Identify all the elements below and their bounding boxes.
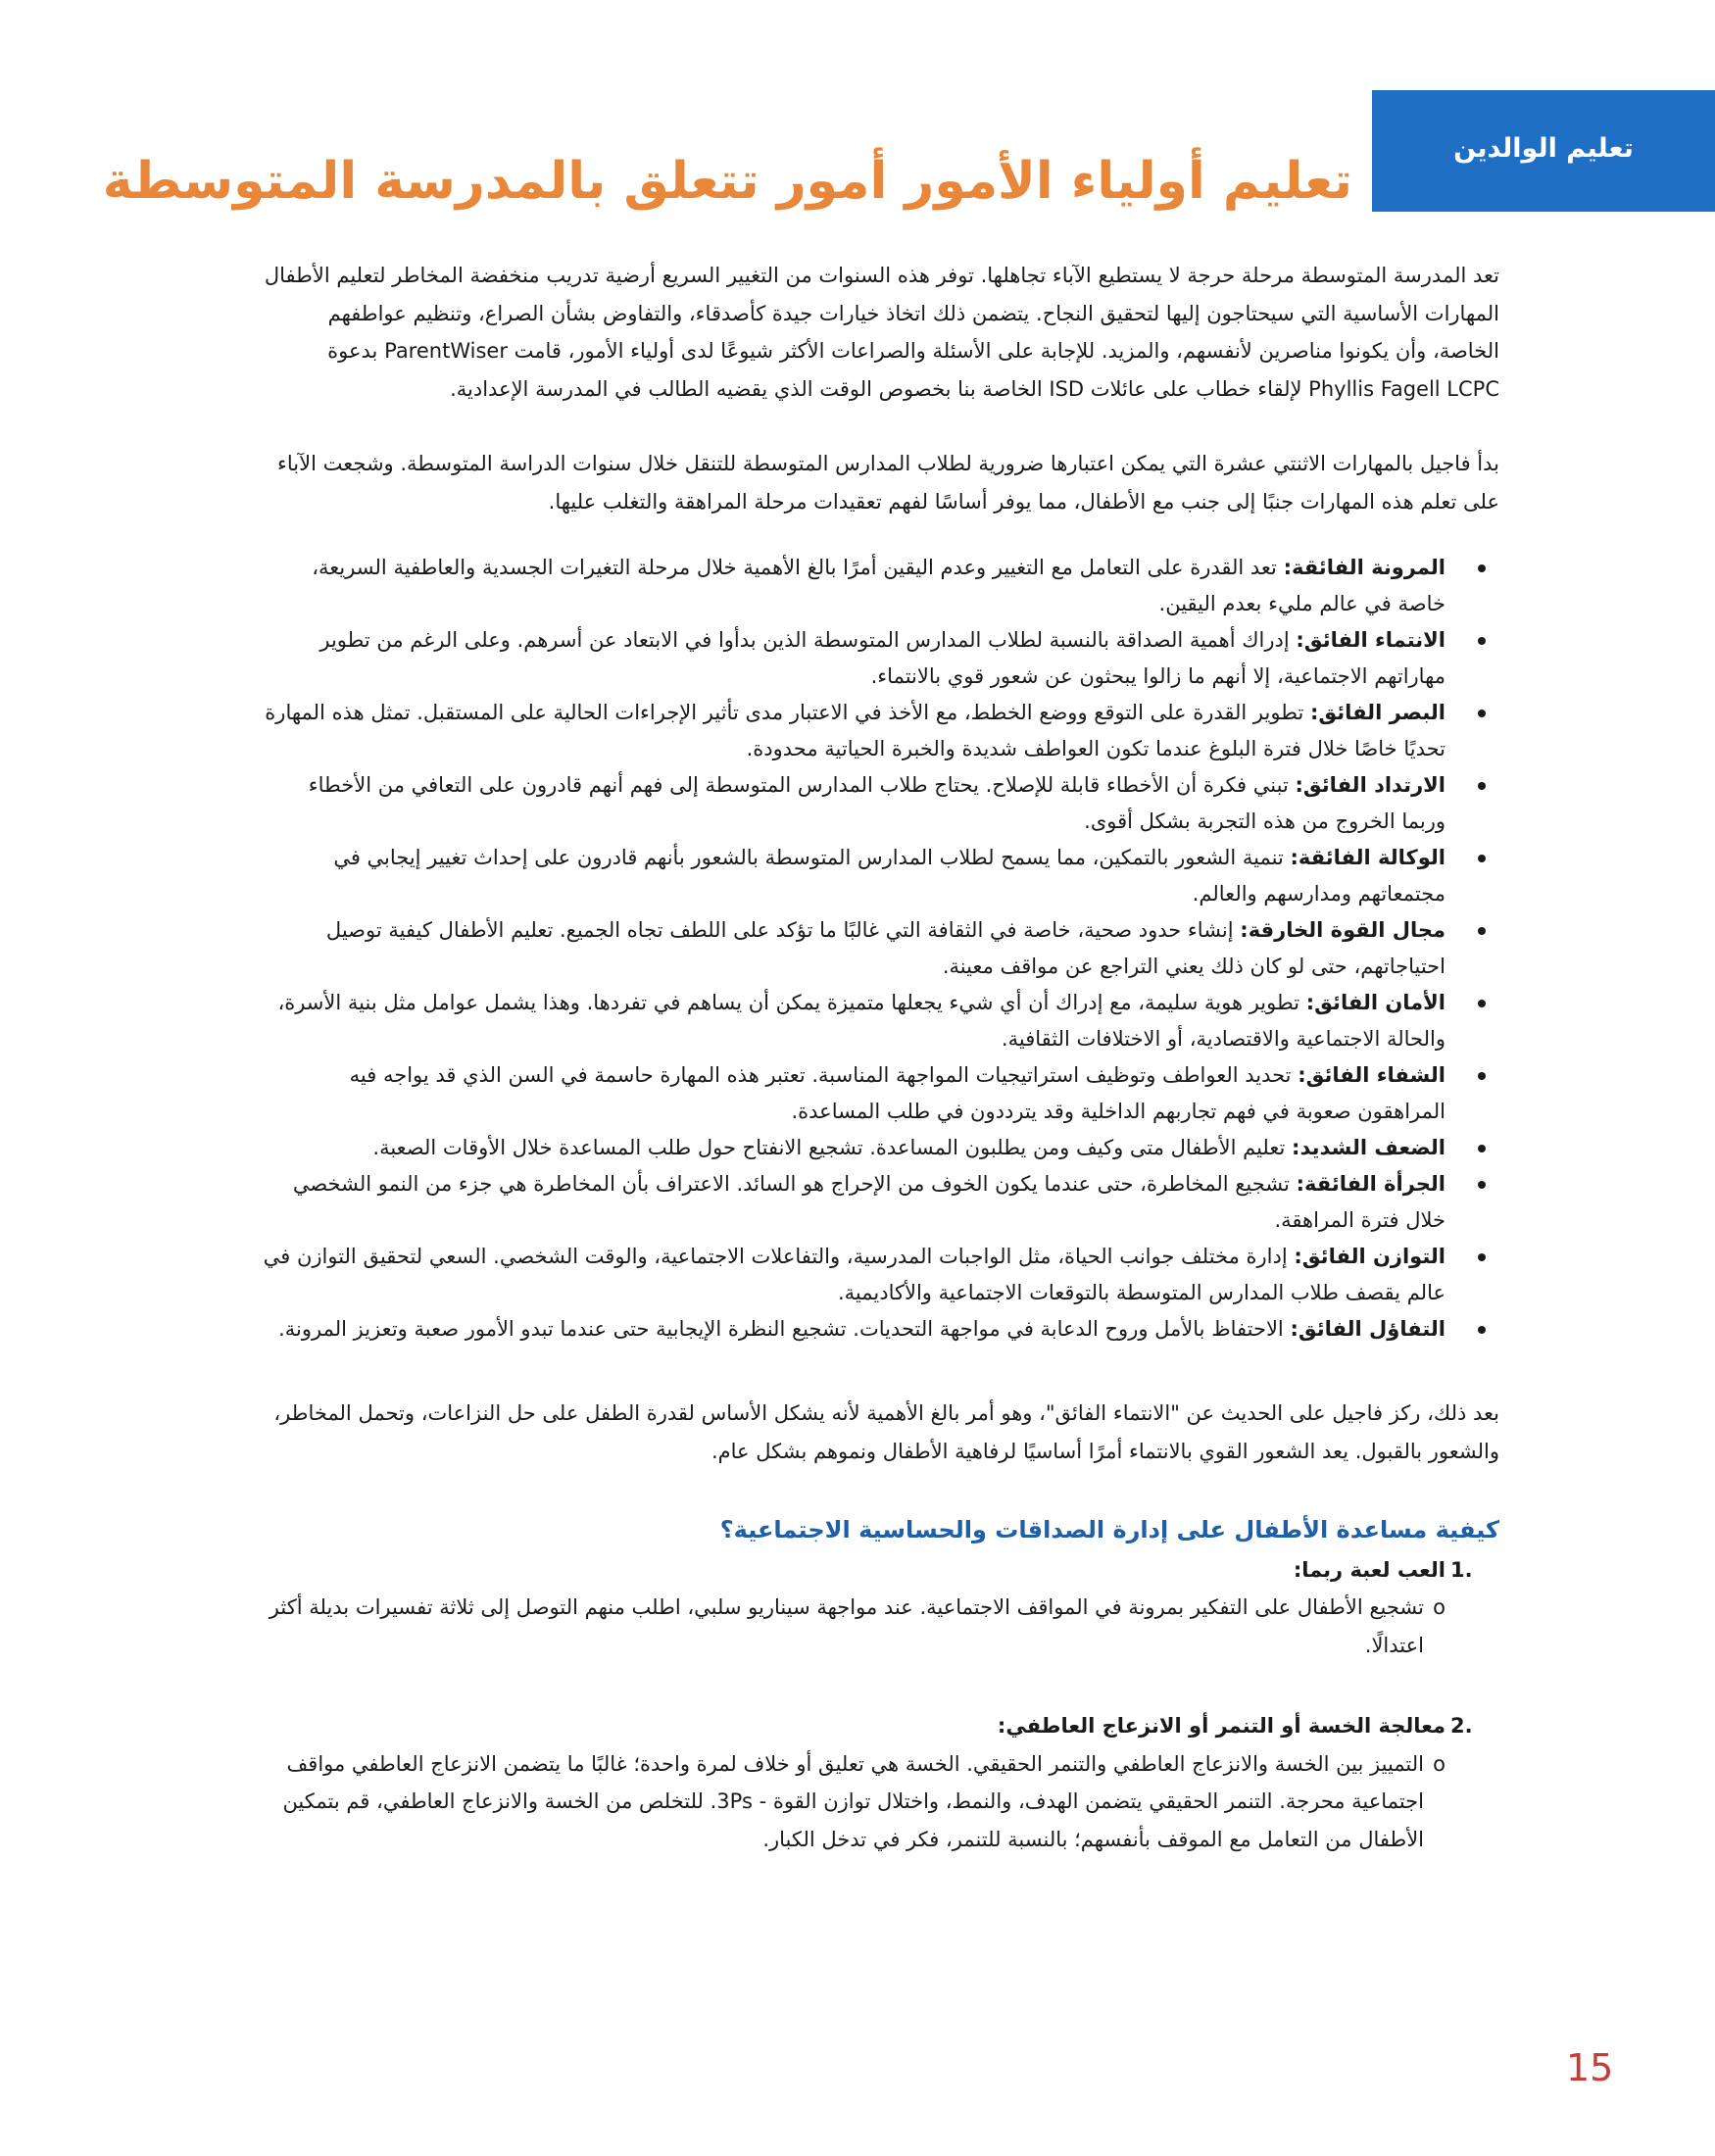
step-item	[260, 1551, 1499, 1665]
step-number: 2.	[1450, 1714, 1473, 1738]
skill-term: البصر الفائق:	[1309, 701, 1446, 724]
paragraph-spacer	[260, 408, 1499, 445]
skill-text: إدارة مختلف جوانب الحياة، مثل الواجبات المدرسية، والتفاعلات الاجتماعية، والوقت الشخصي. السعي لتحقيق التوازن في عالم يقصف طلاب المدارس المتوسطة بالتوقعات الاجتماعية والأكاديمية.	[263, 1245, 1446, 1304]
steps-list	[260, 1551, 1499, 1859]
list-item	[260, 1130, 1499, 1166]
list-item	[260, 912, 1499, 985]
skill-text: تطوير هوية سليمة، مع إدراك أن أي شيء يجعلها متميزة يمكن أن يساهم في تفردها. وهذا يشمل عوامل مثل بنية الأسرة، والحالة الاجتماعية والاقتصادية، أو الاختلافات الثقافية.	[277, 991, 1446, 1051]
list-item	[260, 1057, 1499, 1130]
skill-term: الشفاء الفائق:	[1298, 1063, 1446, 1087]
skill-term: التوازن الفائق:	[1294, 1245, 1446, 1268]
skill-text: تبني فكرة أن الأخطاء قابلة للإصلاح. يحتاج طلاب المدارس المتوسطة إلى فهم أنهم قادرون على التعافي من الأخطاء وربما الخروج من هذه التجربة بشكل أقوى.	[308, 773, 1446, 833]
page-number: 15	[1566, 2046, 1614, 2089]
list-item	[260, 840, 1499, 912]
closing-paragraph: بعد ذلك، ركز فاجيل على الحديث عن "الانتماء الفائق"، وهو أمر بالغ الأهمية لأنه يشكل الأساس لقدرة الطفل على حل النزاعات، وتحمل المخاطر، والشعور بالقبول. يعد الشعور القوي بالانتماء أمرًا أساسيًا لرفاهية الأطفال ونموهم بشكل عام.	[273, 1401, 1499, 1463]
intro-paragraph-1: تعد المدرسة المتوسطة مرحلة حرجة لا يستطيع الآباء تجاهلها. توفر هذه السنوات من التغيير السريع أرضية تدريب منخفضة المخاطر لتعليم الأطفال المهارات الأساسية التي سيحتاجون إليها لتحقيق النجاح. يتضمن ذلك اتخاذ خيارات جيدة كأصدقاء، والتفاوض بشأن الصراع، وتنظيم عواطفهم الخاصة، وأن يكونوا مناصرين لأنفسهم، والمزيد. للإجابة على الأسئلة والصراعات الأكثر شيوعًا لدى أولياء الأمور، قامت ParentWiser بدعوة Phyllis Fagell LCPC لإلقاء خطاب على عائلات ISD الخاصة بنا بخصوص الوقت الذي يقضيه الطالب في المدرسة الإعدادية.	[264, 264, 1499, 401]
bullet-icon	[1478, 1000, 1486, 1007]
skill-term: التفاؤل الفائق:	[1290, 1317, 1446, 1341]
skill-text: تعليم الأطفال متى وكيف ومن يطلبون المساعدة. تشجيع الانفتاح حول طلب المساعدة خلال الأوقات الصعبة.	[372, 1136, 1293, 1159]
list-item	[260, 550, 1499, 622]
step-body	[260, 1589, 1446, 1664]
skill-term: المرونة الفائقة:	[1283, 556, 1446, 579]
skill-term: الارتداد الفائق:	[1295, 773, 1446, 797]
skill-text: تنمية الشعور بالتمكين، مما يسمح لطلاب المدارس المتوسطة بالشعور بأنهم قادرون على إحداث تغيير إيجابي في مجتمعاتهم ومدارسهم والعالم.	[333, 846, 1446, 906]
skill-text: تعد القدرة على التعامل مع التغيير وعدم اليقين أمرًا بالغ الأهمية خلال مرحلة التغيرات الجسدية والعاطفية السريعة، خاصة في عالم مليء بعدم اليقين.	[312, 556, 1446, 615]
skill-term: الانتماء الفائق:	[1296, 628, 1446, 652]
bullet-icon	[1478, 855, 1486, 862]
section-heading: كيفية مساعدة الأطفال على إدارة الصداقات والحساسية الاجتماعية؟	[719, 1516, 1499, 1544]
list-item	[260, 767, 1499, 840]
section-label: تعليم الوالدين	[1453, 133, 1634, 164]
bullet-icon	[1478, 1253, 1486, 1261]
skill-text: تحديد العواطف وتوظيف استراتيجيات المواجهة المناسبة. تعتبر هذه المهارة حاسمة في السن الذي قد يواجه فيه المراهقون صعوبة في فهم تجاربهم الداخلية وقد يترددون في طلب المساعدة.	[349, 1063, 1446, 1123]
sub-bullet-icon: o	[1433, 1751, 1446, 1776]
sub-bullet-icon: o	[1433, 1595, 1446, 1619]
skill-term: الضعف الشديد:	[1292, 1136, 1446, 1159]
skill-term: مجال القوة الخارقة:	[1240, 918, 1446, 942]
article-body	[260, 257, 1499, 1858]
list-item	[260, 695, 1499, 767]
intro-paragraph-2: بدأ فاجيل بالمهارات الاثنتي عشرة التي يمكن اعتبارها ضرورية لطلاب المدارس المتوسطة للتنقل خلال سنوات الدراسة المتوسطة. وشجعت الآباء على تعلم هذه المهارات جنبًا إلى جنب مع الأطفال، مما يوفر أساسًا لفهم تعقيدات مرحلة المراهقة والتغلب عليها.	[277, 452, 1499, 514]
bullet-icon	[1478, 927, 1486, 935]
skill-text: الاحتفاظ بالأمل وروح الدعابة في مواجهة التحديات. تشجيع النظرة الإيجابية حتى عندما تبدو الأمور صعبة وتعزيز المرونة.	[278, 1317, 1291, 1341]
skill-text: تشجيع المخاطرة، حتى عندما يكون الخوف من الإحراج هو السائد. الاعتراف بأن المخاطرة هي جزء من النمو الشخصي خلال فترة المراهقة.	[292, 1172, 1446, 1232]
step-number: 1.	[1450, 1557, 1473, 1582]
page-title: تعليم أولياء الأمور أمور تتعلق بالمدرسة المتوسطة	[102, 152, 1352, 211]
list-item	[260, 985, 1499, 1057]
step-body-text: تشجيع الأطفال على التفكير بمرونة في المواقف الاجتماعية. عند مواجهة سيناريو سلبي، اطلب منهم التوصل إلى ثلاثة تفسيرات بديلة أكثر اعتدالًا.	[269, 1595, 1424, 1657]
skill-text: تطوير القدرة على التوقع ووضع الخطط، مع الأخذ في الاعتبار مدى تأثير الإجراءات الحالية على المستقبل. تمثل هذه المهارة تحديًا خاصًا خلال فترة البلوغ عندما تكون العواطف شديدة والخبرة الحياتية محدودة.	[265, 701, 1446, 760]
bullet-icon	[1478, 1326, 1486, 1334]
section-tab	[1372, 90, 1715, 212]
step-title: معالجة الخسة أو التنمر أو الانزعاج العاطفي:	[997, 1714, 1446, 1738]
skill-term: الوكالة الفائقة:	[1290, 846, 1446, 869]
bullet-icon	[1478, 564, 1486, 572]
list-item	[260, 1311, 1499, 1348]
list-item	[260, 1166, 1499, 1239]
skills-list	[260, 550, 1499, 1348]
step-body-text: التمييز بين الخسة والانزعاج العاطفي والتنمر الحقيقي. الخسة هي تعليق أو خلاف لمرة واحدة؛ غالبًا ما يتضمن الانزعاج العاطفي مواقف اجتماعية محرجة. التنمر الحقيقي يتضمن الهدف، والنمط، واختلال توازن القوة - 3Ps. للتخلص من الخسة والانزعاج العاطفي، قم بتمكين الأطفال من التعامل مع الموقف بأنفسهم؛ بالنسبة للتنمر، فكر في تدخل الكبار.	[282, 1751, 1424, 1851]
skill-term: الأمان الفائق:	[1305, 991, 1446, 1014]
bullet-icon	[1478, 1145, 1486, 1152]
bullet-icon	[1478, 637, 1486, 645]
step-item	[260, 1707, 1499, 1858]
skill-text: إدراك أهمية الصداقة بالنسبة لطلاب المدارس المتوسطة الذين بدأوا في الابتعاد عن أسرهم. وعلى الرغم من تطوير مهاراتهم الاجتماعية، إلا أنهم ما زالوا يبحثون عن شعور قوي بالانتماء.	[319, 628, 1446, 688]
list-item	[260, 1239, 1499, 1311]
bullet-icon	[1478, 1181, 1486, 1189]
skill-text: إنشاء حدود صحية، خاصة في الثقافة التي غالبًا ما تؤكد على اللطف تجاه الجميع. تعليم الأطفال كيفية توصيل احتياجاتهم، حتى لو كان ذلك يعني التراجع عن مواقف معينة.	[325, 918, 1446, 978]
bullet-icon	[1478, 710, 1486, 717]
list-item	[260, 622, 1499, 695]
bullet-icon	[1478, 1072, 1486, 1080]
skill-term: الجرأة الفائقة:	[1296, 1172, 1446, 1196]
bullet-icon	[1478, 782, 1486, 790]
step-title: العب لعبة ربما:	[1293, 1557, 1446, 1582]
step-body	[260, 1745, 1446, 1859]
